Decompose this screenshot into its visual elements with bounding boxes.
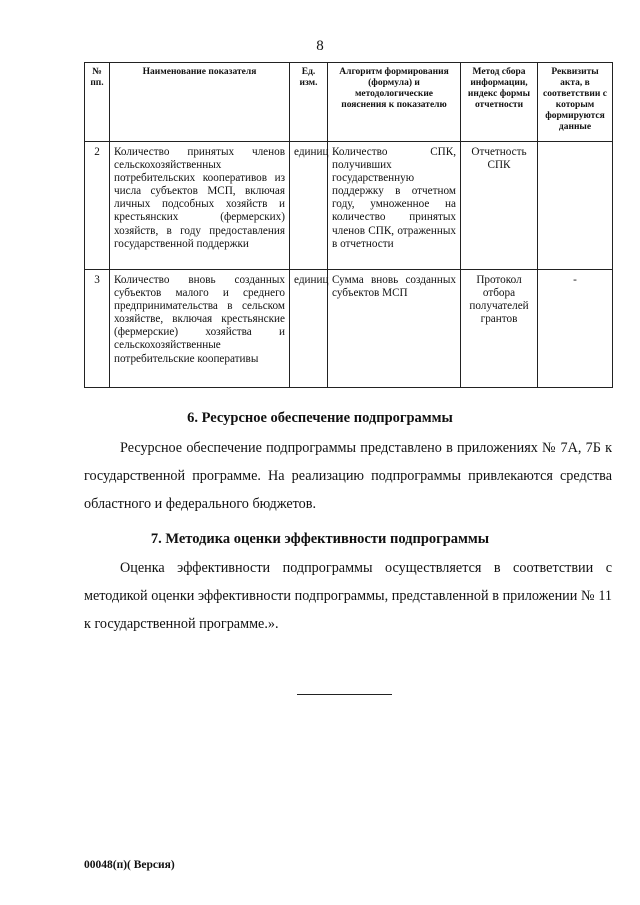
collection-method: Отчетность СПК [461,142,538,270]
page-number: 8 [316,38,324,54]
act-requisites: - [538,270,613,388]
table-row [85,142,613,270]
table-header-row [85,63,613,142]
section-6-text: Ресурсное обеспечение подпрограммы представлено в приложениях № 7А, 7Б к государственной программе. На реализацию подпрограммы привлекаются средства областного и федерального бюджетов. [84,440,612,512]
header-number: № пп. [85,63,110,142]
section-7-paragraph [84,554,612,638]
row-number: 3 [85,270,110,388]
act-requisites [538,142,613,270]
header-collection-method: Метод сбора информации, индекс формы отчетности [461,63,538,142]
header-indicator-name: Наименование показателя [110,63,290,142]
indicator-name: Количество вновь созданных субъектов малого и среднего предпринимательства в сельском хозяйстве, включая крестьянские (фермерские) хозяйства и сельскохозяйственные потребительские кооперативы [110,270,290,388]
section-6-paragraph [84,434,612,518]
header-act-requisites: Реквизиты акта, в соответствии с которым формируются данные [538,63,613,142]
algorithm: Количество СПК, получивших государственную поддержку в отчетном году, умноженное на количество принятых членов СПК, отраженных в отчетности [328,142,461,270]
section-7-heading: 7. Методика оценки эффективности подпрограммы [150,531,490,547]
collection-method: Протокол отбора получателей грантов [461,270,538,388]
footer-document-code: 00048(п)( Версия) [84,859,175,871]
unit-of-measure: единиц [290,142,328,270]
indicator-name: Количество принятых членов сельскохозяйственных потребительских кооперативов из числа субъектов МСП, включая личных подсобных хозяйств и крестьянских (фермерских) хозяйств, в году предоставления государственной поддержки [110,142,290,270]
section-7-text: Оценка эффективности подпрограммы осуществляется в соответствии с методикой оценки эффективности подпрограммы, представленной в приложении № 11 к государственной программе.». [84,560,612,632]
algorithm: Сумма вновь созданных субъектов МСП [328,270,461,388]
unit-of-measure: единиц [290,270,328,388]
row-number: 2 [85,142,110,270]
table-row [85,270,613,388]
end-divider [297,694,392,695]
indicators-table [84,62,613,388]
section-6-heading: 6. Ресурсное обеспечение подпрограммы [187,410,453,426]
header-algorithm: Алгоритм формирования (формула) и методологические пояснения к показателю [328,63,461,142]
header-unit: Ед. изм. [290,63,328,142]
